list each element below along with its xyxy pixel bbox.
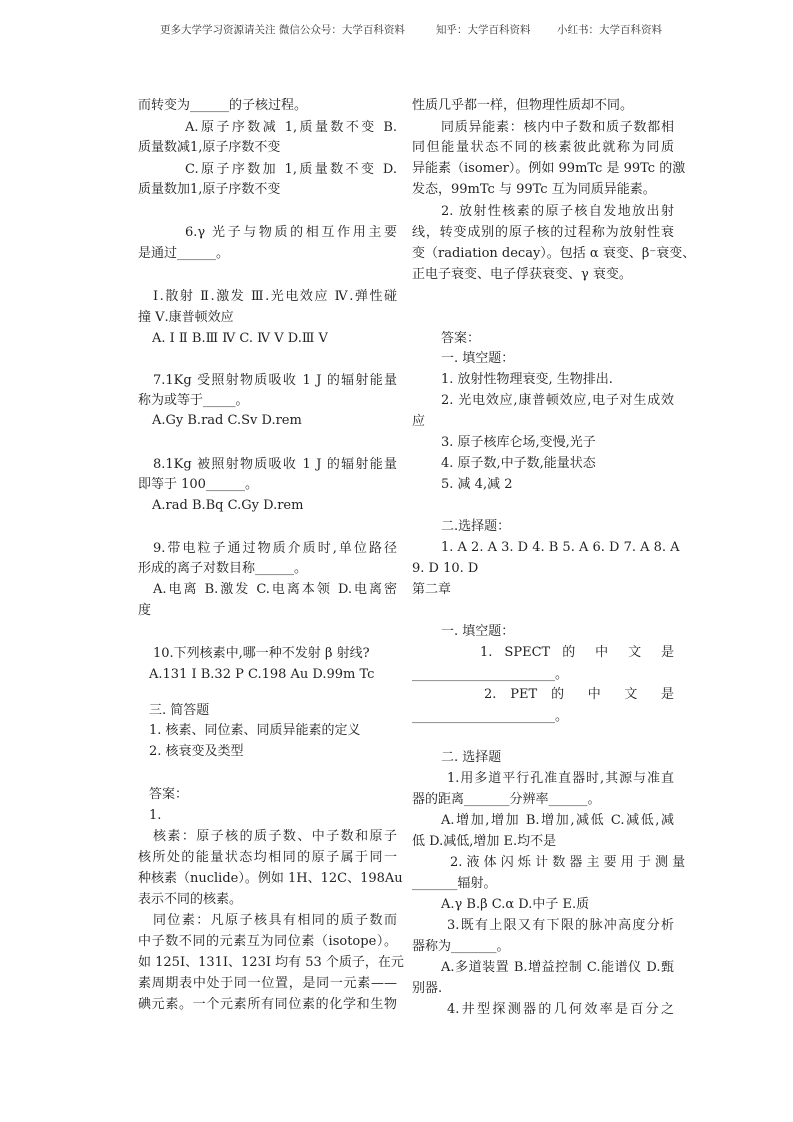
text-line: 9. D 10. D bbox=[412, 561, 479, 576]
text-line: 核所处的能量状态均相同的原子属于同一 bbox=[138, 850, 397, 865]
text-line: A.增加,增加 B.增加,减低 C.减低,减 bbox=[441, 813, 674, 828]
text-line: 中子数不同的元素互为同位素（isotope）。 bbox=[138, 934, 397, 949]
text-line: 2. 光电效应,康普顿效应,电子对生成效 bbox=[441, 393, 674, 408]
text-line: 是通过______。 bbox=[138, 246, 230, 261]
text-line: 10.下列核素中,哪一种不发射 β 射线? bbox=[153, 646, 370, 661]
text-line: 2. 核衰变及类型 bbox=[149, 744, 244, 759]
text-line: 撞 Ⅴ.康普顿效应 bbox=[138, 310, 234, 325]
header-xiaohongshu: 小红书：大学百科资料 bbox=[557, 24, 662, 36]
text-line: 应 bbox=[412, 414, 426, 429]
header-zhihu: 知乎：大学百科资料 bbox=[436, 24, 531, 36]
header-follow: 更多大学学习资源请关注 微信公众号：大学百科资料 bbox=[160, 24, 405, 36]
text-line: 3. 原子核库仑场,变慢,光子 bbox=[441, 435, 596, 450]
text-line: 3.既有上限又有下限的脉冲高度分析 bbox=[447, 918, 674, 933]
text-line: 发态，99mTc 与 99Tc 互为同质异能素。 bbox=[412, 182, 656, 197]
text-line: C.原子序数加 1,质量数不变 D. bbox=[185, 162, 397, 177]
text-line: 即等于 100______。 bbox=[138, 477, 258, 492]
text-line: 4. 原子数,中子数,能量状态 bbox=[441, 456, 596, 471]
text-line: 答案： bbox=[441, 331, 481, 346]
text-line: 1. SPECT 的 中 文 是 bbox=[480, 645, 674, 660]
text-line: 碘元素。一个元素所有同位素的化学和生物 bbox=[138, 997, 397, 1012]
text-line: 而转变为______的子核过程。 bbox=[138, 98, 308, 113]
text-line: 器称为_______。 bbox=[412, 939, 510, 954]
text-line: A.电离 B.激发 C.电离本领 D.电离密 bbox=[153, 582, 397, 597]
text-line: 器的距离_______分辨率______。 bbox=[412, 792, 601, 807]
text-line: 质量数减1,原子序数不变 bbox=[138, 140, 281, 155]
text-line: 如 125I、131I、123I 均有 53 个质子，在元 bbox=[138, 955, 404, 970]
text-line: 1. 放射性物理衰变, 生物排出. bbox=[441, 372, 613, 387]
text-line: 7.1Kg 受照射物质吸收 1 J 的辐射能量 bbox=[153, 373, 397, 388]
text-line: 同位素：凡原子核具有相同的质子数而 bbox=[153, 913, 397, 928]
text-line: A.rad B.Bq C.Gy D.rem bbox=[152, 498, 304, 513]
text-line: 线，转变成别的原子核的过程称为放射性衰 bbox=[412, 225, 674, 240]
text-line: 异能素（isomer）。例如 99mTc 是 99Tc 的激 bbox=[412, 161, 686, 176]
text-line: ______________________。 bbox=[412, 667, 569, 682]
text-line: 4.井型探测器的几何效率是百分之 bbox=[447, 1002, 674, 1017]
text-line: 2. PET 的 中 文 是 bbox=[484, 687, 674, 702]
text-line: 一. 填空题： bbox=[441, 351, 515, 366]
text-line: 1. A 2. A 3. D 4. B 5. A 6. D 7. A 8. A bbox=[441, 540, 680, 555]
text-line: 2. 放射性核素的原子核自发地放出射 bbox=[441, 204, 674, 219]
text-line: 性质几乎都一样，但物理性质却不同。 bbox=[412, 98, 634, 113]
text-line: 变（radiation decay）。包括 α 衰变、β⁻衰变、 bbox=[412, 246, 696, 261]
text-line: A.γ B.β C.α D.中子 E.质 bbox=[441, 897, 590, 912]
text-line: 5. 减 4,减 2 bbox=[441, 477, 513, 492]
text-line: A. Ⅰ Ⅱ B.Ⅲ Ⅳ C. Ⅳ Ⅴ D.Ⅲ Ⅴ bbox=[152, 331, 328, 346]
text-line: 6.γ 光子与物质的相互作用主要 bbox=[185, 225, 397, 240]
text-line: 同质异能素：核内中子数和质子数都相 bbox=[441, 120, 674, 135]
text-line: 度 bbox=[138, 603, 152, 618]
text-line: 一. 填空题： bbox=[441, 624, 515, 639]
text-line: 低 D.减低,增加 E.均不是 bbox=[412, 834, 557, 849]
text-line: A.131 I B.32 P C.198 Au D.99m Tc bbox=[149, 667, 375, 682]
text-line: 三. 简答题 bbox=[149, 703, 210, 718]
text-line: 核素：原子核的质子数、中子数和原子 bbox=[153, 829, 397, 844]
text-line: 8.1Kg 被照射物质吸收 1 J 的辐射能量 bbox=[153, 457, 397, 472]
text-line: 1.用多道平行孔准直器时,其源与准直 bbox=[447, 771, 674, 786]
text-line: 答案： bbox=[149, 787, 189, 802]
text-line: 二.选择题： bbox=[441, 519, 511, 534]
text-line: 1. bbox=[149, 808, 162, 823]
text-line: A.Gy B.rad C.Sv D.rem bbox=[152, 413, 302, 428]
text-line: 同但能量状态不同的核素彼此就称为同质 bbox=[412, 140, 674, 155]
text-line: 称为或等于_____。 bbox=[138, 393, 249, 408]
text-line: 1. 核素、同位素、同质异能素的定义 bbox=[149, 723, 361, 738]
text-line: 形成的离子对数目称______。 bbox=[138, 561, 308, 576]
text-line: ______________________。 bbox=[412, 709, 569, 724]
text-line: 质量数加1,原子序数不变 bbox=[138, 182, 281, 197]
text-line: 2. 液 体 闪 烁 计 数 器 主 要 用 于 测 量 bbox=[450, 855, 686, 870]
text-line: 素周期表中处于同一位置，是同一元素—— bbox=[138, 976, 397, 991]
text-line: 9.带电粒子通过物质介质时,单位路径 bbox=[153, 541, 397, 556]
text-line: 表示不同的核素。 bbox=[138, 892, 243, 907]
text-line: A.多道装置 B.增益控制 C.能谱仪 D.甄 bbox=[441, 960, 674, 975]
text-line: 二. 选择题 bbox=[441, 750, 502, 765]
text-line: Ⅰ.散射 Ⅱ.激发 Ⅲ.光电效应 Ⅳ.弹性碰 bbox=[153, 289, 397, 304]
text-line: 别器. bbox=[412, 981, 443, 996]
text-line: 种核素（nuclide）。例如 1H、12C、198Au bbox=[138, 871, 403, 886]
text-line: 正电子衰变、电子俘获衰变、γ 衰变。 bbox=[412, 267, 632, 282]
text-line: 第二章 bbox=[412, 582, 452, 597]
text-line: _______辐射。 bbox=[412, 876, 497, 891]
text-line: A.原子序数减 1,质量数不变 B. bbox=[185, 120, 397, 135]
